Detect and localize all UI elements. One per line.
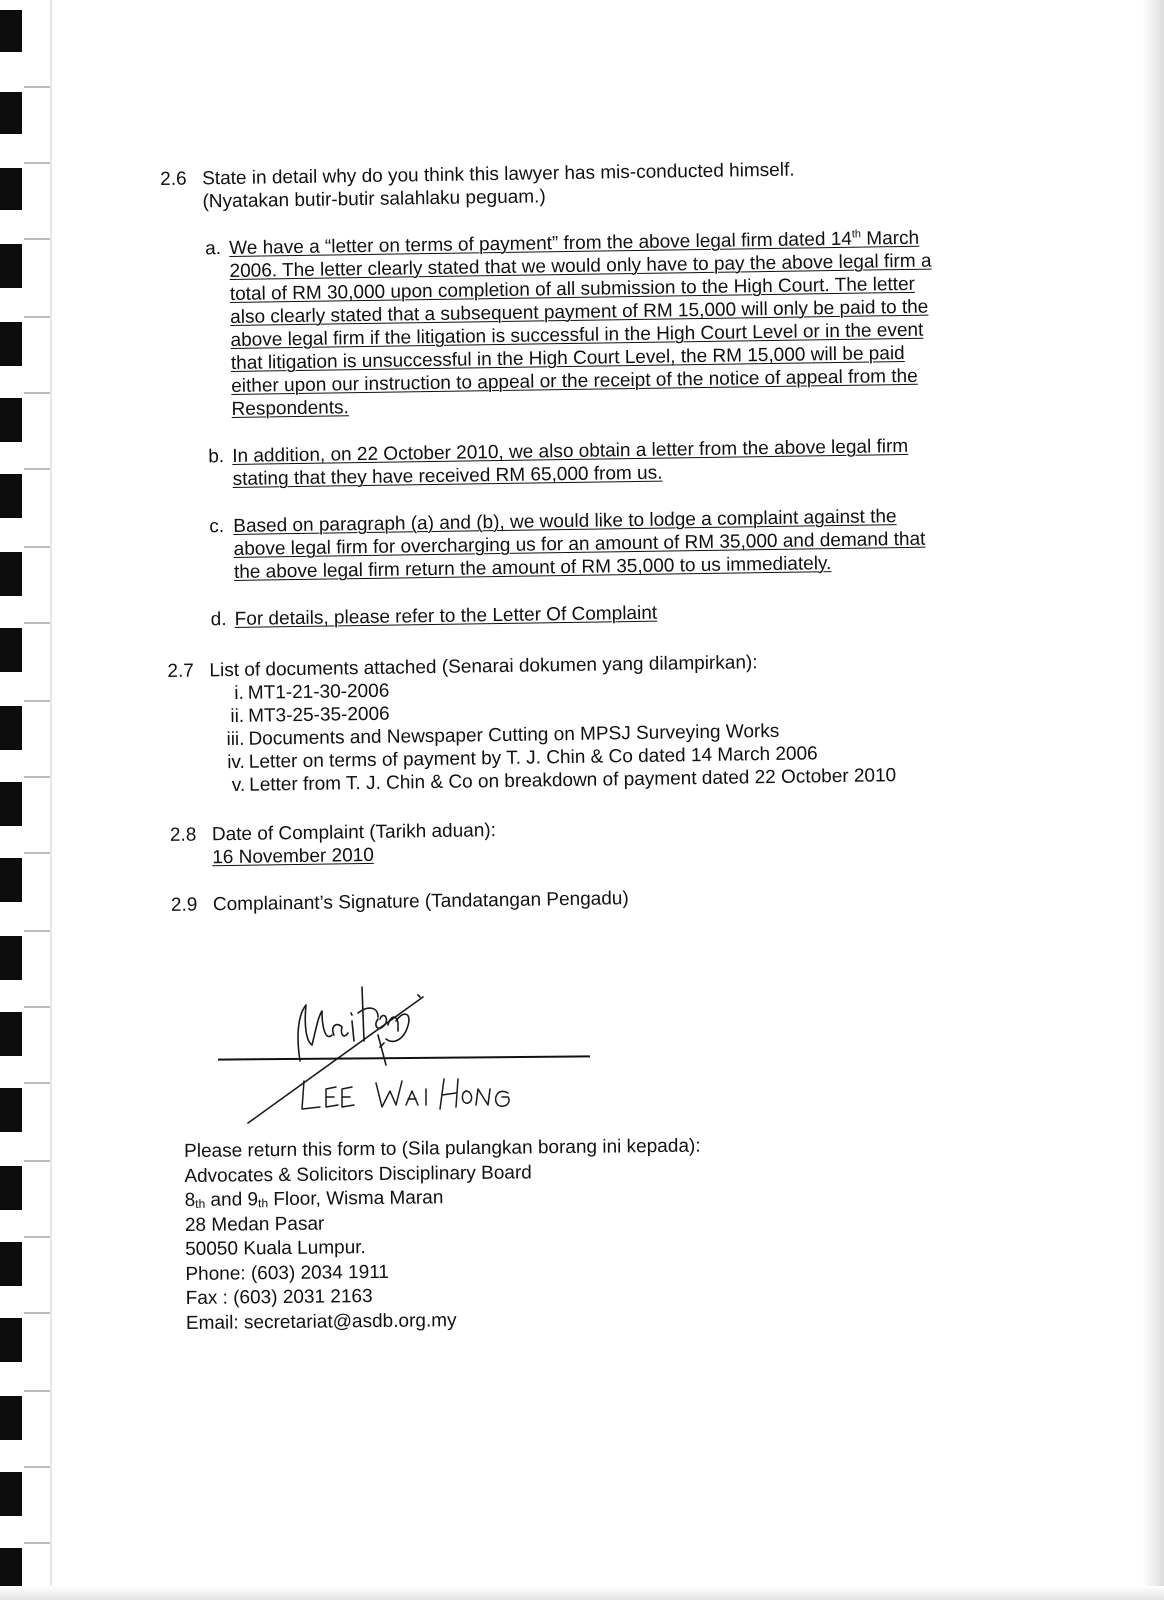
list-item-a xyxy=(205,226,964,421)
section-2-8 xyxy=(170,812,971,870)
section-title: State in detail why do you think this lawyer has mis-conducted himself. xyxy=(202,159,795,190)
signature-image-text xyxy=(218,975,223,976)
list-item-c xyxy=(209,504,966,584)
handwritten-signature xyxy=(218,975,598,1125)
complaint-date: 16 November 2010 xyxy=(212,844,374,869)
address-floor: $8_{th}$ and $9_{th}$ Floor, Wisma Maran xyxy=(184,1187,444,1211)
return-instruction: Please return this form to (Sila pulangkan borang ini kepada): xyxy=(184,1135,701,1162)
spiral-binding xyxy=(0,0,60,1600)
organisation-name: Advocates & Solicitors Disciplinary Board xyxy=(184,1161,532,1187)
section-number: 2.9 xyxy=(170,894,198,916)
section-title: List of documents attached (Senarai dokumen yang dilampirkan): xyxy=(209,652,758,682)
document-item: ii. MT3-25-35-2006 xyxy=(230,703,390,728)
section-title: Complainant’s Signature (Tandatangan Pengadu) xyxy=(212,888,629,916)
section-number: 2.7 xyxy=(167,660,195,682)
handwritten-printed-name xyxy=(302,1079,509,1109)
section-2-7 xyxy=(167,648,969,798)
signature-block xyxy=(218,975,598,1125)
list-item-text: We have a “letter on terms of payment” from the above legal firm dated 14th March 2006. The letter clearly stated that we would only have to pay the above legal firm a total of RM 30,000 upon completion of all submission to the High Court. The letter also clearly stated that a subsequent payment of RM 15,000 will only be paid to the above legal firm if the litigation is successful in the High Court Level or in the event that litigation is unsuccessful in the High Court Level, the RM 15,000 will be paid either upon our instruction to appeal or the receipt of the notice of appeal from the Respondents. xyxy=(229,227,932,420)
document-item: i. MT1-21-30-2006 xyxy=(234,680,390,704)
section-number: 2.6 xyxy=(160,168,187,190)
return-address-block xyxy=(184,1134,806,1336)
address-city: 50050 Kuala Lumpur. xyxy=(185,1237,366,1260)
svg-text:Wai Hong: Wai Hong xyxy=(218,975,223,976)
list-marker: d. xyxy=(210,609,227,631)
page-right-edge xyxy=(1142,0,1164,1600)
list-marker: a. xyxy=(205,238,222,260)
list-marker: c. xyxy=(209,516,225,538)
misconduct-list xyxy=(205,226,967,631)
phone-number: Phone: (603) 2034 1911 xyxy=(185,1261,390,1285)
section-number: 2.8 xyxy=(169,824,197,846)
list-item-text: In addition, on 22 October 2010, we also obtain a letter from the above legal firm stating that they have received RM 65,000 from us. xyxy=(232,435,909,490)
fax-number: Fax : (603) 2031 2163 xyxy=(185,1286,373,1309)
list-marker: b. xyxy=(208,446,225,468)
documents-list xyxy=(218,671,970,797)
document-item: iii. Documents and Newspaper Cutting on MPSJ Surveying Works xyxy=(226,720,780,751)
address-street: 28 Medan Pasar xyxy=(184,1213,325,1236)
section-title: Date of Complaint (Tarikh aduan): xyxy=(211,820,497,846)
section-subtitle: (Nyatakan butir-butir salahlaku peguam.) xyxy=(202,186,546,213)
document-item: v. Letter from T. J. Chin & Co on breakdown of payment dated 22 October 2010 xyxy=(231,765,897,797)
document-item: iv. Letter on terms of payment by T. J. Chin & Co dated 14 March 2006 xyxy=(227,743,818,774)
list-item-text: Based on paragraph (a) and (b), we would like to lodge a complaint against the above legal firm for overcharging us for an amount of RM 35,000 and demand that the above legal firm return the amount of RM 35,000 to us immediately. xyxy=(233,506,926,583)
list-item-b xyxy=(208,434,965,491)
section-2-6 xyxy=(160,156,967,632)
page-bottom-edge xyxy=(0,1586,1164,1600)
section-2-9 xyxy=(171,882,971,917)
list-item-text: For details, please refer to the Letter Of Complaint xyxy=(234,602,658,630)
email-address: Email: secretariat@asdb.org.my xyxy=(185,1309,457,1334)
form-content xyxy=(160,156,971,917)
list-item-d xyxy=(211,597,967,631)
